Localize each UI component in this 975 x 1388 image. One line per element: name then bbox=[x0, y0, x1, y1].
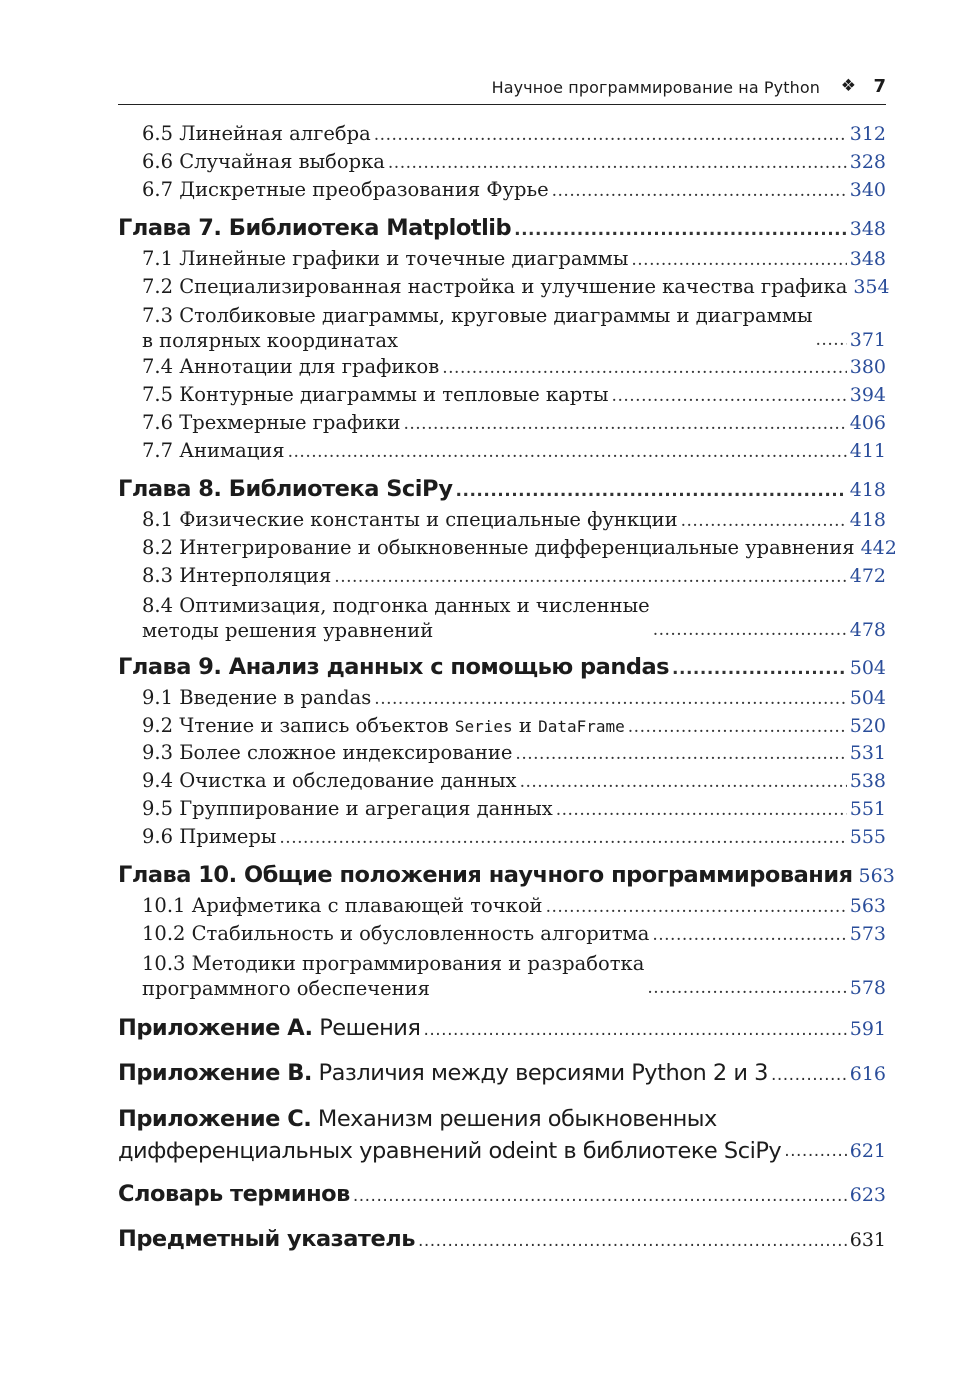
toc-entry-10-2[interactable]: 10.2 Стабильность и обусловленность алгоритма ..... 573 bbox=[142, 920, 886, 948]
toc-entry-7-2[interactable]: 7.2 Специализированная настройка и улучшение качества графика 354 bbox=[142, 273, 886, 301]
toc-entry-7-5[interactable]: 7.5 Контурные диаграммы и тепловые карты ..... 394 bbox=[142, 381, 886, 409]
toc-entry-7-7[interactable]: 7.7 Анимация ..... 411 bbox=[142, 437, 886, 465]
toc-page-number: 348 bbox=[849, 217, 886, 240]
toc-entry-6-7[interactable]: 6.7 Дискретные преобразования Фурье ..... 340 bbox=[142, 176, 886, 204]
ornament-icon: ❖ bbox=[840, 76, 856, 96]
toc-entry-10-3[interactable]: 10.3 Методики программирования и разработка программного обеспечения ..... 578 bbox=[142, 948, 886, 1001]
toc-chapter-8[interactable]: Глава 8. Библиотека SciPy ..... 418 bbox=[118, 473, 886, 506]
toc-page-number: 340 bbox=[849, 178, 886, 201]
toc-page-number: 371 bbox=[849, 329, 886, 352]
running-title: Научное программирование на Python bbox=[491, 78, 820, 97]
toc-page-number: 616 bbox=[849, 1062, 886, 1085]
toc-page-number: 573 bbox=[849, 922, 886, 945]
toc-entry-9-5[interactable]: 9.5 Группирование и агрегация данных ..... 551 bbox=[142, 795, 886, 823]
toc-entry-7-3[interactable]: 7.3 Столбиковые диаграммы, круговые диаграммы и диаграммы в полярных координатах ..... 371 bbox=[142, 300, 886, 353]
toc-page-number: 312 bbox=[849, 123, 886, 145]
toc-page-number: 520 bbox=[849, 714, 886, 737]
toc-entry-8-3[interactable]: 8.3 Интерполяция ..... 472 bbox=[142, 562, 886, 590]
toc-page-number: 328 bbox=[849, 150, 886, 173]
toc-page-number: 504 bbox=[849, 686, 886, 709]
toc-entry-10-1[interactable]: 10.1 Арифметика с плавающей точкой ..... 563 bbox=[142, 892, 886, 920]
toc-entry-9-1[interactable]: 9.1 Введение в pandas ..... 504 bbox=[142, 684, 886, 712]
toc-page-number: 551 bbox=[849, 798, 886, 821]
toc-page-number: 411 bbox=[849, 440, 886, 463]
toc-page-number: 354 bbox=[853, 275, 890, 298]
toc-appendix-c[interactable]: Приложение C. Механизм решения обыкновенных дифференциальных уравнений odeint в библиотеке SciPy ..... 621 bbox=[118, 1101, 886, 1167]
toc-entry-9-4[interactable]: 9.4 Очистка и обследование данных ..... 538 bbox=[142, 767, 886, 795]
toc-page-number: 472 bbox=[849, 564, 886, 587]
toc-page-number: 621 bbox=[849, 1139, 886, 1162]
toc-chapter-10[interactable]: Глава 10. Общие положения научного программирования 563 bbox=[118, 859, 886, 892]
toc-page-number: 504 bbox=[849, 656, 886, 679]
toc-entry-8-2[interactable]: 8.2 Интегрирование и обыкновенные дифференциальные уравнения 442 bbox=[142, 534, 886, 562]
toc-chapter-9[interactable]: Глава 9. Анализ данных с помощью pandas ..... 504 bbox=[118, 651, 886, 684]
toc-entry-9-3[interactable]: 9.3 Более сложное индексирование ..... 531 bbox=[142, 739, 886, 767]
toc-entry-7-6[interactable]: 7.6 Трехмерные графики ..... 406 bbox=[142, 409, 886, 437]
toc-page-number: 623 bbox=[849, 1183, 886, 1206]
running-header bbox=[118, 76, 886, 105]
toc-page-number: 591 bbox=[849, 1017, 886, 1040]
toc-entry-7-1[interactable]: 7.1 Линейные графики и точечные диаграммы ..... 348 bbox=[142, 245, 886, 273]
toc-appendix-b[interactable]: Приложение B. Различия между версиями Python 2 и 3 ..... 616 bbox=[118, 1056, 886, 1091]
toc-chapter-7[interactable]: Глава 7. Библиотека Matplotlib ..... 348 bbox=[118, 212, 886, 245]
toc-page-number: 578 bbox=[849, 976, 886, 999]
toc-entry-8-1[interactable]: 8.1 Физические константы и специальные функции ..... 418 bbox=[142, 506, 886, 534]
toc-page-number: 555 bbox=[849, 826, 886, 849]
toc-page-number: 380 bbox=[849, 356, 886, 379]
toc-page-number: 406 bbox=[849, 412, 886, 435]
toc-page-number: 631 bbox=[849, 1228, 886, 1251]
toc-entry-6-5[interactable]: 6.5 Линейная алгебра ..... 312 bbox=[142, 120, 886, 148]
page-number: 7 bbox=[873, 76, 886, 97]
code-series: Series bbox=[454, 716, 513, 736]
toc-page-number: 418 bbox=[849, 509, 886, 532]
toc-page-number: 394 bbox=[849, 384, 886, 407]
toc-page-number: 531 bbox=[849, 742, 886, 765]
toc-entry-8-4[interactable]: 8.4 Оптимизация, подгонка данных и численные методы решения уравнений ..... 478 bbox=[142, 590, 886, 643]
toc-page-number: 442 bbox=[860, 536, 897, 559]
toc-entry-7-4[interactable]: 7.4 Аннотации для графиков ..... 380 bbox=[142, 353, 886, 381]
toc-index[interactable]: Предметный указатель ..... 631 bbox=[118, 1222, 886, 1257]
toc-page-number: 538 bbox=[849, 770, 886, 793]
toc-page-number: 478 bbox=[849, 618, 886, 641]
toc-entry-9-6[interactable]: 9.6 Примеры ..... 555 bbox=[142, 823, 886, 851]
toc-page-number: 348 bbox=[849, 247, 886, 270]
table-of-contents bbox=[118, 120, 897, 1257]
code-dataframe: DataFrame bbox=[538, 716, 625, 736]
toc-glossary[interactable]: Словарь терминов ..... 623 bbox=[118, 1177, 886, 1212]
toc-page-number: 563 bbox=[849, 895, 886, 918]
toc-entry-6-6[interactable]: 6.6 Случайная выборка ..... 328 bbox=[142, 148, 886, 176]
toc-page-number: 418 bbox=[849, 479, 886, 502]
toc-page-number: 563 bbox=[858, 865, 895, 888]
toc-appendix-a[interactable]: Приложение A. Решения ..... 591 bbox=[118, 1011, 886, 1046]
toc-entry-9-2[interactable]: 9.2 Чтение и запись объектов Series и DataFrame ..... 520 bbox=[142, 712, 886, 740]
